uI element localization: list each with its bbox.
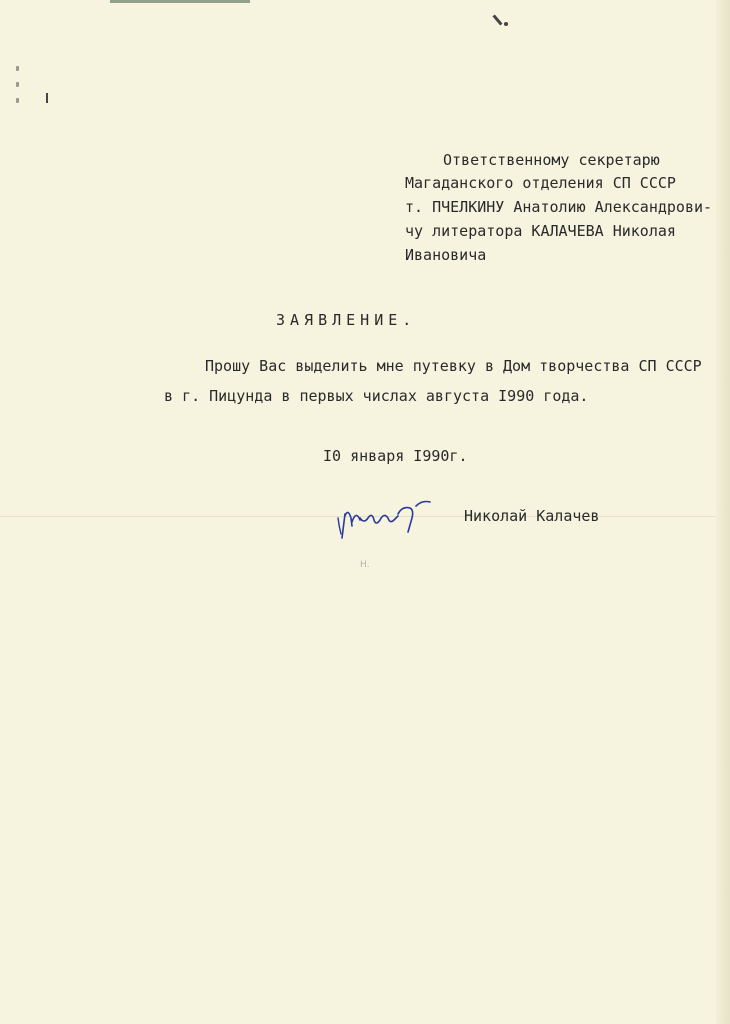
addressee-line: Магаданского отделения СП СССР bbox=[405, 174, 676, 192]
handwritten-signature bbox=[336, 496, 436, 546]
body-line: в г. Пицунда в первых числах августа I990 года. bbox=[164, 387, 589, 405]
document-title: ЗАЯВЛЕНИЕ. bbox=[276, 311, 417, 329]
faint-stamp-mark: Н. bbox=[360, 560, 370, 570]
document-date: I0 января I990г. bbox=[323, 447, 468, 465]
punch-mark bbox=[16, 82, 19, 87]
signatory-name: Николай Калачев bbox=[464, 507, 600, 525]
body-line: Прошу Вас выделить мне путевку в Дом творчества СП СССР bbox=[205, 357, 702, 375]
paper-speck bbox=[46, 93, 48, 103]
addressee-line: Ответственному секретарю bbox=[443, 151, 660, 169]
addressee-line: Ивановича bbox=[405, 246, 487, 264]
punch-mark bbox=[16, 66, 19, 71]
paper-speck bbox=[492, 14, 502, 25]
punch-mark bbox=[16, 98, 19, 103]
paper-speck bbox=[504, 22, 508, 26]
addressee-line: чу литератора КАЛАЧЕВА Николая bbox=[405, 222, 676, 240]
addressee-line: т. ПЧЕЛКИНУ Анатолию Александрови- bbox=[405, 198, 713, 216]
paper-edge-mark bbox=[110, 0, 250, 3]
